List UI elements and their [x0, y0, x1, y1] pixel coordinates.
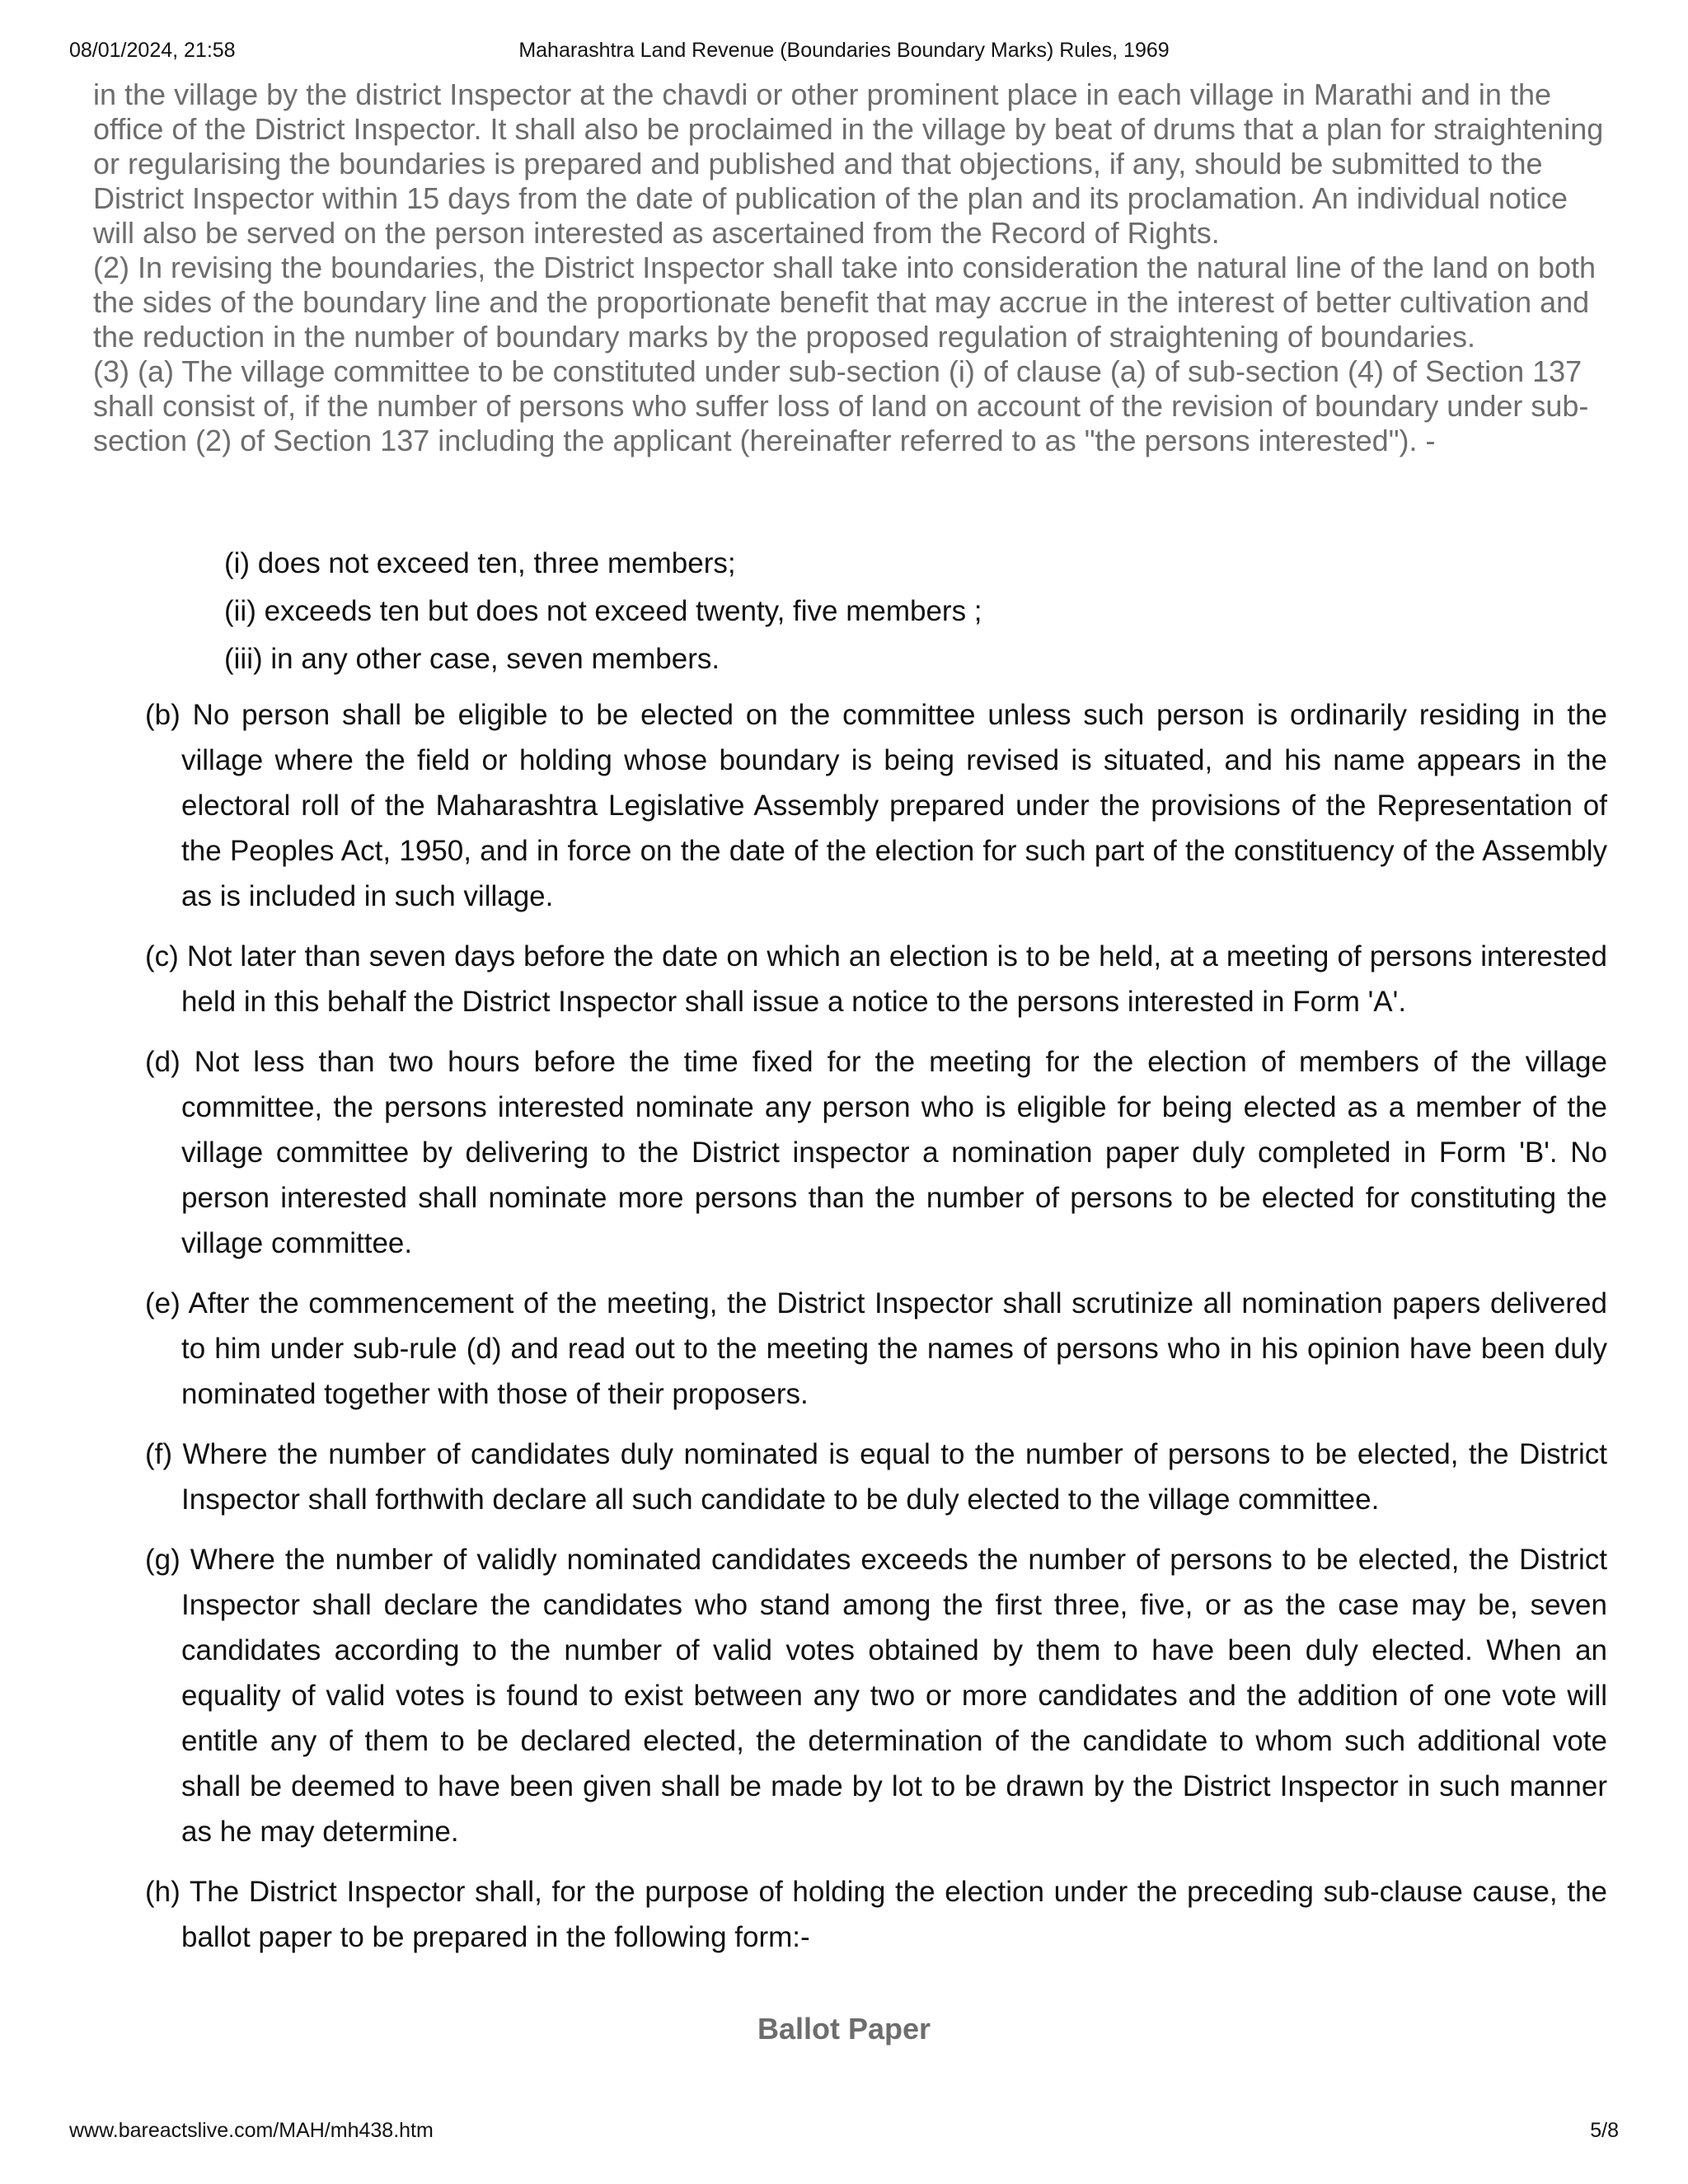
clause-e: (e) After the commencement of the meeting, the District Inspector shall scrutinize all nomination papers delivered to him under sub-rule (d) and read out to the meeting the names of persons who in his opinion have been duly nominated together with those of their proposers. [145, 1287, 1607, 1410]
document-title: Maharashtra Land Revenue (Boundaries Boundary Marks) Rules, 1969 [518, 39, 1170, 62]
clause-d: (d) Not less than two hours before the time fixed for the meeting for the election of members of the village committee, the persons interested nominate any person who is eligible for being elected as a member of the village committee by delivering to the District inspector a nomination paper duly completed in Form 'B'. No person interested shall nominate more persons than the number of persons to be elected for constituting the village committee. [145, 1046, 1607, 1259]
clause-list [145, 692, 1607, 1975]
print-datetime: 08/01/2024, 21:58 [69, 39, 236, 62]
paragraph-rule-2: (2) In revising the boundaries, the District Inspector shall take into consideration the natural line of the land on both the sides of the boundary line and the proportionate benefit that may accrue in the interest of better cultivation and the reduction in the number of boundary marks by the proposed regulation of straightening of boundaries. [93, 251, 1597, 354]
clause-b: (b) No person shall be eligible to be elected on the committee unless such person is ordinarily residing in the village where the field or holding whose boundary is being revised is situated, and his name appears in the electoral roll of the Maharashtra Legislative Assembly prepared under the provisions of the Representation of the Peoples Act, 1950, and in force on the date of the election for such part of the constituency of the Assembly as is included in such village. [145, 699, 1607, 912]
paragraph-rule-3a: (3) (a) The village committee to be constituted under sub-section (i) of clause (a) of sub-section (4) of Section 137 shall consist of, if the number of persons who suffer loss of land on account of the revision of boundary under sub-section (2) of Section 137 including the applicant (hereinafter referred to as "the persons interested"). - [93, 354, 1589, 457]
sub-item-iii: (iii) in any other case, seven members. [224, 643, 720, 675]
paragraph-publication-notice: in the village by the district Inspector at the chavdi or other prominent place in each village in Marathi and in the office of the District Inspector. It shall also be proclaimed in the village by beat of drums that a plan for straightening or regularising the boundaries is prepared and published and that objections, if any, should be submitted to the District Inspector within 15 days from the date of publication of the plan and its proclamation. An individual notice will also be served on the person interested as ascertained from the Record of Rights. [93, 77, 1604, 250]
committee-size-list [224, 547, 1609, 691]
source-url: www.bareactslive.com/MAH/mh438.htm [69, 2119, 434, 2142]
page-number: 5/8 [1590, 2119, 1619, 2142]
grey-paragraph-block [93, 77, 1610, 458]
clause-f: (f) Where the number of candidates duly nominated is equal to the number of persons to be elected, the District Inspector shall forthwith declare all such candidate to be duly elected to the village committee. [145, 1438, 1607, 1516]
clause-g: (g) Where the number of validly nominated candidates exceeds the number of persons to be elected, the District Inspector shall declare the candidates who stand among the first three, five, or as the case may be, seven candidates according to the number of valid votes obtained by them to have been duly elected. When an equality of valid votes is found to exist between any two or more candidates and the addition of one vote will entitle any of them to be declared elected, the determination of the candidate to whom such additional vote shall be deemed to have been given shall be made by lot to be drawn by the District Inspector in such manner as he may determine. [145, 1544, 1607, 1848]
sub-item-ii: (ii) exceeds ten but does not exceed twenty, five members ; [224, 595, 982, 627]
clause-h: (h) The District Inspector shall, for the purpose of holding the election under the preceding sub-clause cause, the ballot paper to be prepared in the following form:- [145, 1876, 1607, 1953]
clause-c: (c) Not later than seven days before the date on which an election is to be held, at a meeting of persons interested held in this behalf the District Inspector shall issue a notice to the persons interested in Form 'A'. [145, 940, 1607, 1018]
ballot-paper-heading: Ballot Paper [757, 2012, 931, 2046]
sub-item-i: (i) does not exceed ten, three members; [224, 547, 736, 579]
